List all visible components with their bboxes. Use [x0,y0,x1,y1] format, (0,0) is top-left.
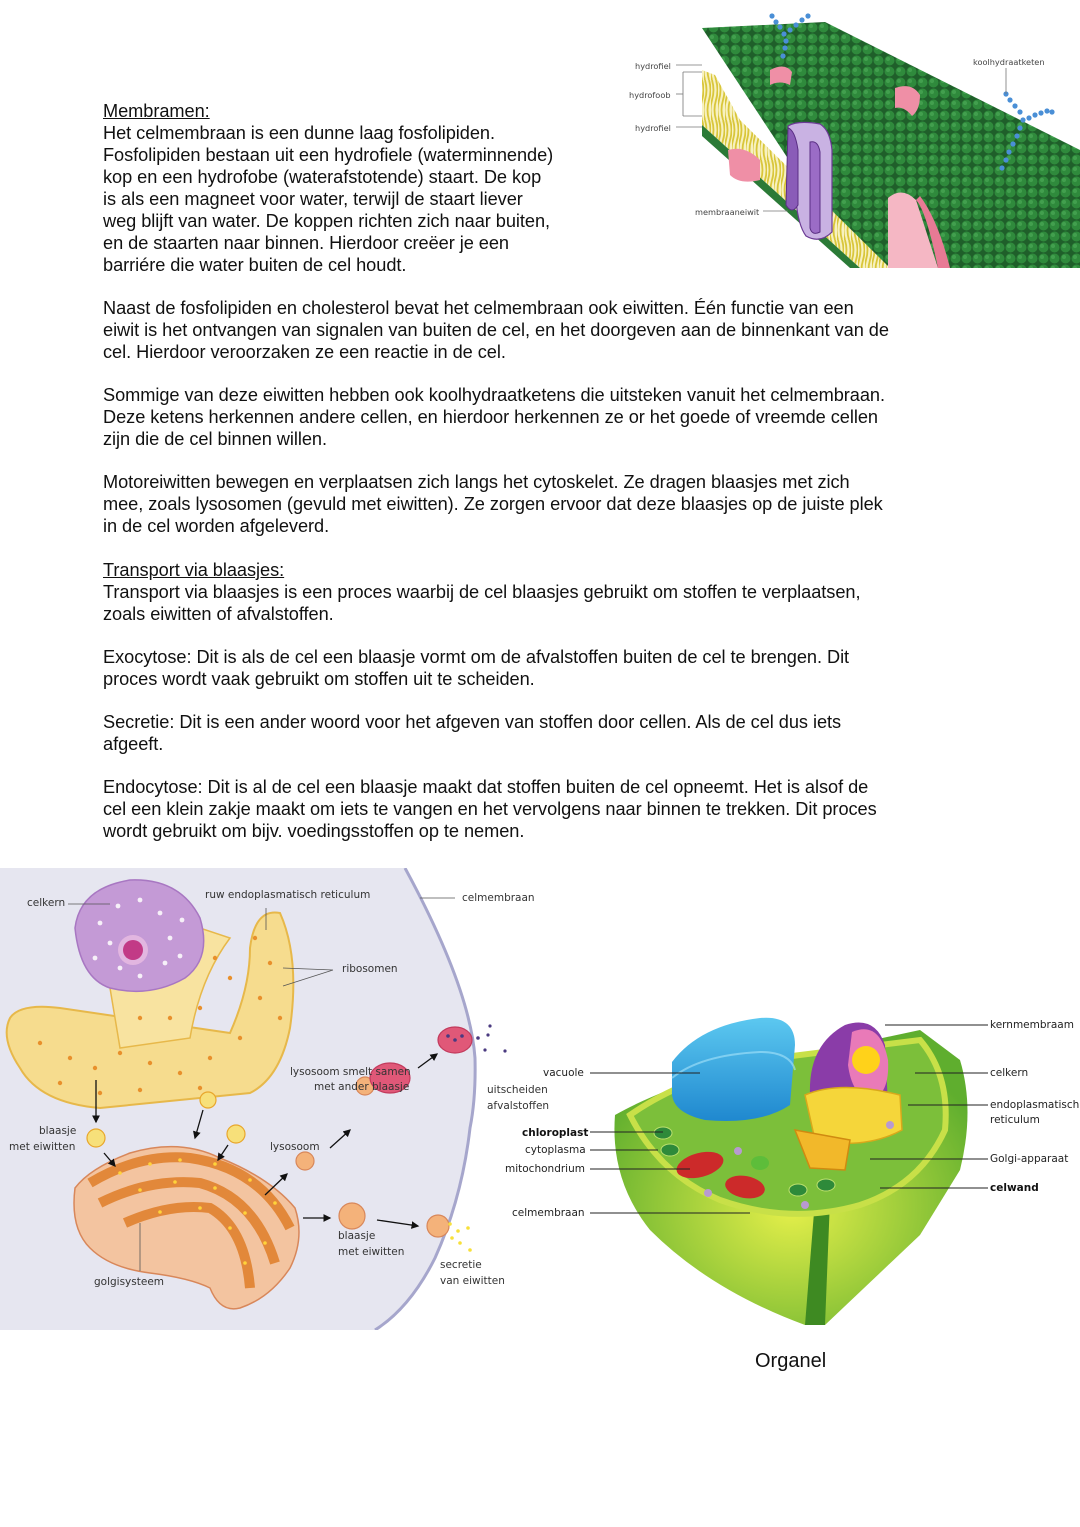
label-celwand: celwand [990,1182,1039,1194]
text-line: Transport via blaasjes is een proces waarbij de cel blaasjes gebruikt om stoffen te verplaatsen, [103,582,861,602]
membranen-heading: Membramen: [103,101,210,121]
text-line: zijn die de cel binnen willen. [103,429,327,449]
text-line: cel een klein zakje maakt om iets te vangen en het vervolgens naar binnen te trekken. Dit proces [103,799,877,819]
label-lysosoom-smelt-1: lysosoom smelt samen [290,1066,411,1078]
label-chloroplast: chloroplast [522,1127,589,1139]
label-uitscheiden-1: uitscheiden [487,1084,548,1096]
label-hydrofoob: hydrofoob [629,90,671,100]
label-lysosoom: lysosoom [270,1141,320,1153]
text-line: Fosfolipiden bestaan uit een hydrofiele (waterminnende) [103,145,554,165]
label-secretie-1: secretie [440,1259,482,1271]
text-line: Exocytose: Dit is als de cel een blaasje vormt om de afvalstoffen buiten de cel te brengen. Dit [103,647,850,667]
text-line: eiwit is het ontvangen van signalen van buiten de cel, en het doorgeven aan de binnenkant van de [103,320,889,340]
figure-caption: Organel [755,1350,827,1372]
label-hydrofiel-top: hydrofiel [635,61,671,71]
label-er-2: reticulum [990,1114,1040,1126]
text-line: Secretie: Dit is een ander woord voor het afgeven van stoffen door cellen. Als de cel dus iets [103,712,842,732]
label-ruw-er: ruw endoplasmatisch reticulum [205,889,371,901]
transport-heading: Transport via blaasjes: [103,560,285,580]
label-uitscheiden-2: afvalstoffen [487,1100,550,1112]
label-blaasje-1b: met eiwitten [9,1141,76,1153]
label-celkern: celkern [27,897,66,909]
text-line: cel. Hierdoor veroorzaken ze een reactie in de cel. [103,342,506,362]
text-line: Deze ketens herkennen andere cellen, en hierdoor herkennen ze or het goede of vreemde cellen [103,407,878,427]
label-ribosomen: ribosomen [342,963,398,975]
text-line: zoals eiwitten of afvalstoffen. [103,604,334,624]
label-membraaneiwit: membraaneiwit [695,207,760,217]
text-line: kop en een hydrofobe (waterafstotende) staart. De kop [103,167,542,187]
text-line: is als een magneet voor water, terwijl de staart liever [103,189,523,209]
label-celmembraan-plant: celmembraan [512,1207,585,1219]
label-lysosoom-smelt-2: met ander blaasje [314,1081,410,1093]
label-cytoplasma: cytoplasma [525,1144,586,1156]
label-hydrofiel-bottom: hydrofiel [635,123,671,133]
text-line: afgeeft. [103,734,164,754]
label-er-1: endoplasmatisch [990,1099,1080,1111]
label-golgisysteem: golgisysteem [94,1276,165,1288]
label-koolhydraatketen: koolhydraatketen [973,57,1045,67]
text-line: mee, zoals lysosomen (gevuld met eiwitten). Ze zorgen ervoor dat deze blaasjes op de juiste plek [103,494,883,514]
text-line: barriére die water buiten de cel houdt. [103,255,407,275]
bilayer-illustration [620,0,1080,280]
text-line: en de staarten naar binnen. Hierdoor creëer je een [103,233,509,253]
text-line: wordt gebruikt om bijv. voedingsstoffen op te nemen. [103,821,525,841]
label-blaasje-2b: met eiwitten [338,1246,405,1258]
text-line: Sommige van deze eiwitten hebben ook koolhydraatketens die uitsteken vanuit het celmembraan. [103,385,885,405]
label-mitochondrium: mitochondrium [505,1163,585,1175]
text-line: in de cel worden afgeleverd. [103,516,330,536]
text-line: weg blijft van water. De koppen richten zich naar buiten, [103,211,551,231]
label-secretie-2: van eiwitten [440,1275,505,1287]
label-vacuole: vacuole [543,1067,584,1079]
label-blaasje-2a: blaasje [338,1230,376,1242]
label-celmembraan: celmembraan [462,892,535,904]
text-line: Het celmembraan is een dunne laag fosfolipiden. [103,123,495,143]
label-kernmembraam: kernmembraam [990,1019,1074,1031]
text-line: Endocytose: Dit is al de cel een blaasje maakt dat stoffen buiten de cel opneemt. Het is alsof de [103,777,869,797]
label-celkern-plant: celkern [990,1067,1029,1079]
text-line: Naast de fosfolipiden en cholesterol bevat het celmembraan ook eiwitten. Één functie van een [103,298,854,318]
text-line: Motoreiwitten bewegen en verplaatsen zich langs het cytoskelet. Ze dragen blaasjes met zich [103,472,850,492]
label-blaasje-1a: blaasje [39,1125,77,1137]
label-golgi: Golgi-apparaat [990,1153,1069,1165]
text-line: proces wordt vaak gebruikt om stoffen uit te scheiden. [103,669,535,689]
